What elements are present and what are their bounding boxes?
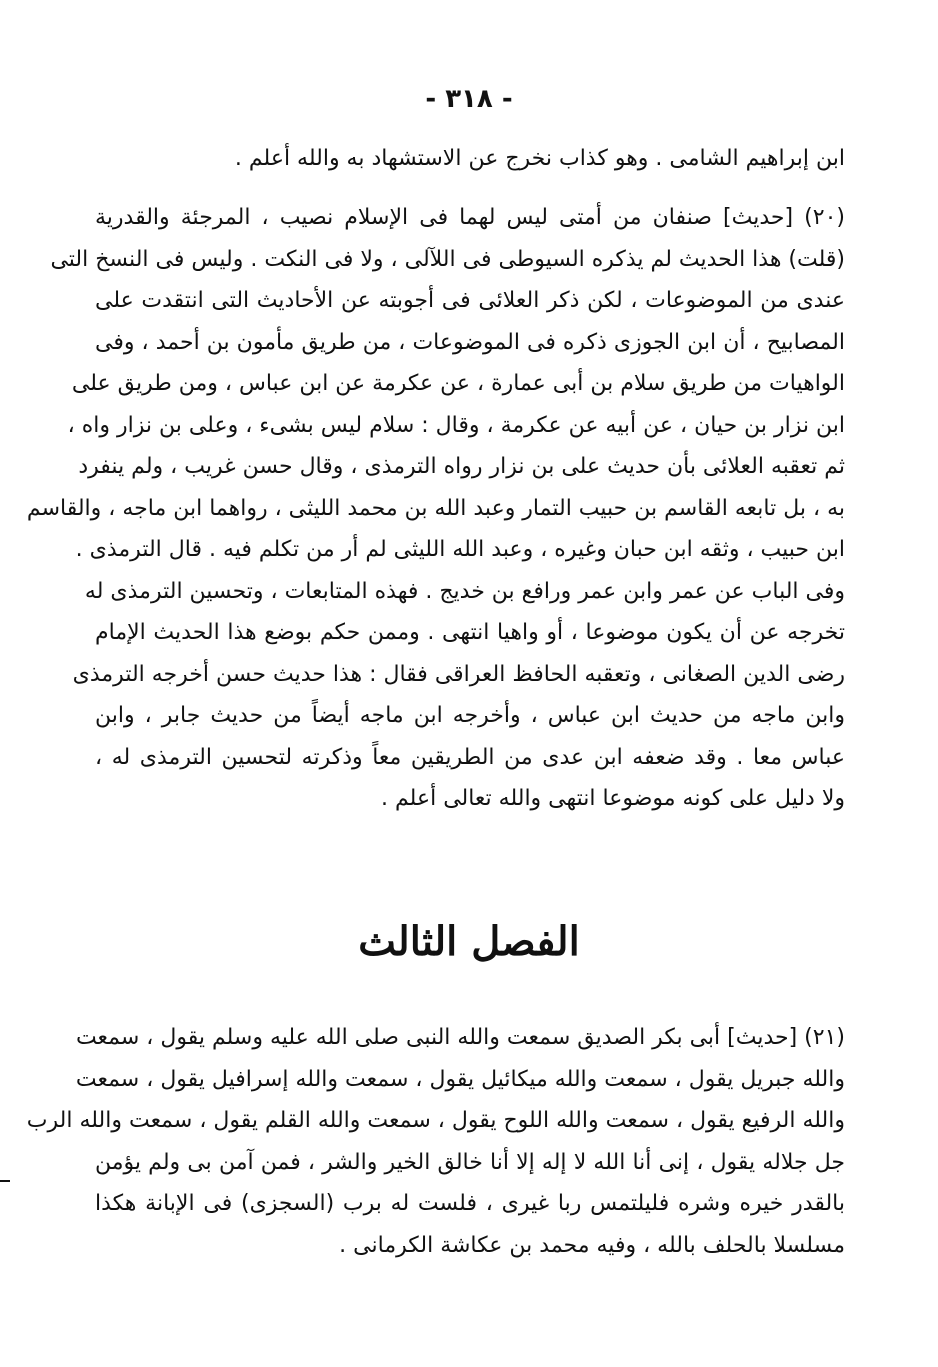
text-line: (قلت) هذا الحديث لم يذكره السيوطى فى اللآلى ، ولا فى النكت . وليس فى النسخ التى	[50, 246, 845, 272]
text-line: ثم تعقبه العلائى بأن حديث على بن نزار رواه الترمذى ، وقال حسن غريب ، ولم ينفرد	[78, 454, 845, 479]
chapter-title: الفصل الثالث	[358, 918, 580, 965]
text-line: تخرجه عن أن يكون موضوعا ، أو واهيا انتهى . وممن حكم بوضع هذا الحديث الإمام	[95, 620, 845, 645]
text-line: والله جبريل يقول ، سمعت والله ميكائيل يقول ، سمعت والله إسرافيل يقول ، سمعت	[75, 1066, 845, 1092]
text-line: ابن إبراهيم الشامى . وهو كذاب نخرج عن الاستشهاد به والله أعلم .	[234, 146, 845, 171]
text-line: المصابيح ، أن ابن الجوزى ذكره فى الموضوعات ، من طريق مأمون بن أحمد ، وفى	[95, 329, 845, 355]
text-line: رضى الدين الصغانى ، وتعقبه الحافظ العراقى فقال : هذا حديث حسن أخرجه الترمذى	[72, 661, 845, 687]
text-line: (٢١) [حديث] أبى بكر الصديق سمعت والله النبى صلى الله عليه وسلم يقول ، سمعت	[75, 1025, 845, 1050]
hadith-20-paragraph	[26, 197, 845, 820]
text-line: وفى الباب عن عمر وابن عمر ورافع بن خديج . فهذه المتابعات ، وتحسين الترمذى له	[84, 578, 845, 604]
text-line: عباس معا . وقد ضعفه ابن عدى من الطريقين معاً وذكرته لتحسين الترمذى له ،	[95, 744, 845, 770]
text-line: الواهيات من طريق سلام بن أبى عمارة ، عن عكرمة عن ابن عباس ، ومن طريق على	[71, 371, 845, 396]
text-line: وابن ماجه من حديث ابن عباس ، وأخرجه ابن ماجه أيضاً من حديث جابر ، وابن	[95, 703, 845, 728]
text-line: (٢٠) [حديث] صنفان من أمتى ليس لهما فى الإسلام نصيب ، المرجئة والقدرية	[95, 205, 845, 230]
text-line: جل جلاله يقول ، إنى أنا الله لا إله إلا أنا خالق الخير والشر ، فمن آمن بى ولم يؤمن	[95, 1149, 845, 1175]
paragraph-continuation	[95, 138, 845, 180]
text-line: بالقدر خيره وشره فليلتمس ربا غيرى ، فلست له برب (السجزى) فى الإبانة هكذا	[95, 1191, 845, 1216]
text-line: والله الرفيع يقول ، سمعت والله اللوح يقول ، سمعت والله القلم يقول ، سمعت والله الرب	[26, 1108, 845, 1133]
text-line: ولا دليل على كونه موضوعا انتهى والله تعالى أعلم .	[381, 786, 845, 811]
text-line: به ، بل تابعه القاسم بن حبيب التمار وعبد الله بن محمد الليثى ، رواهما ابن ماجه ، والقاسم	[26, 495, 845, 521]
text-line: ابن حبيب ، وثقه ابن حبان وغيره ، وعبد الله الليثى لم أر من تكلم فيه . قال الترمذى .	[75, 537, 845, 562]
text-line: ابن نزار بن حيان ، عن أبيه عن عكرمة ، وقال : سلام ليس بشىء ، وعلى بن نزار واه ،	[67, 412, 845, 438]
text-line: مسلسلا بالحلف بالله ، وفيه محمد بن عكاشة الكرمانى .	[339, 1232, 845, 1258]
hadith-21-paragraph	[26, 1017, 845, 1266]
page-number: - ٣١٨ -	[425, 84, 513, 114]
text-line: عندى من الموضوعات ، لكن ذكر العلائى فى أجوبته عن الأحاديث التى انتقدت على	[95, 288, 845, 313]
margin-tick-mark	[0, 1180, 10, 1182]
